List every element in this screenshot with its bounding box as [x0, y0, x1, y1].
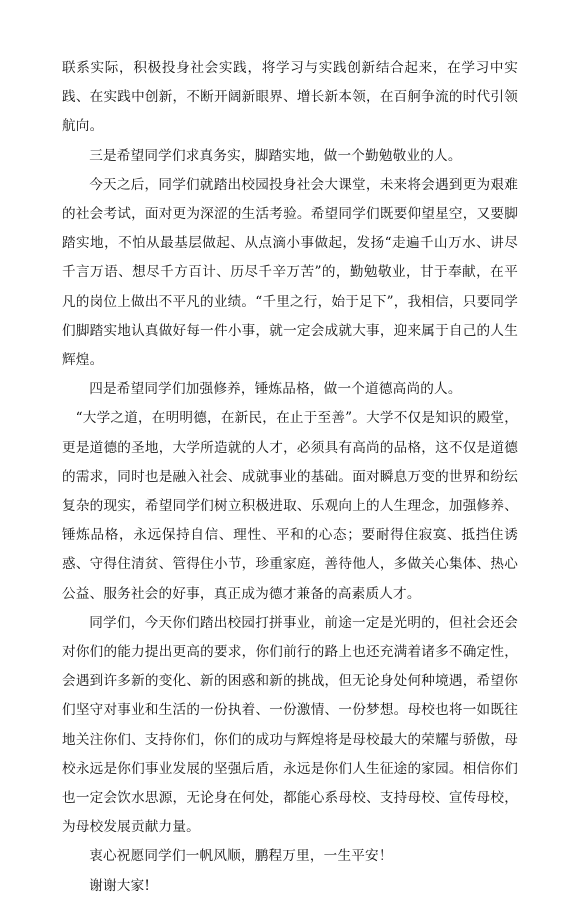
paragraph-thanks: 谢谢大家!: [89, 877, 151, 894]
paragraph-closing-message: 同学们，今天你们踏出校园打拼事业，前途一定是光明的，但社会还会对你们的能力提出更高的要求，你们前行的路上也还充满着诸多不确定性，会遇到许多新的变化、新的困惑和新的挑战，但无论身处何种境遇，希望你们坚守对事业和生活的一份执着、一份激情、一份梦想。母校也将一如既往地关注你们、支持你们，你们的成功与辉煌将是母校最大的荣耀与骄傲，母校永远是你们事业发展的坚强后盾，永远是你们人生征途的家园。相信你们也一定会饮水思源，无论身在何处，都能心系母校、支持母校、宣传母校，为母校发展贡献力量。: [62, 614, 518, 836]
document-body: [62, 54, 518, 901]
paragraph-point-four-heading: 四是希望同学们加强修养，锤炼品格，做一个道德高尚的人。: [89, 381, 462, 398]
paragraph-continuation: 联系实际，积极投身社会实践，将学习与实践创新结合起来，在学习中实践、在实践中创新，不断开阔新眼界、增长新本领，在百舸争流的时代引领航向。: [62, 60, 518, 135]
paragraph-wishes: 衷心祝愿同学们一帆风顺，鹏程万里，一生平安！: [89, 848, 393, 865]
paragraph-point-four-body: “大学之道，在明明德，在新民，在止于至善”。大学不仅是知识的殿堂，更是道德的圣地，大学所造就的人才，必须具有高尚的品格，这不仅是道德的需求，同时也是融入社会、成就事业的基础。面对瞬息万变的世界和纷纭复杂的现实，希望同学们树立积极进取、乐观向上的人生理念，加强修养、锤炼品格，永远保持自信、理性、平和的心态；要耐得住寂寞、抵挡住诱惑、守得住清贫、管得住小节，珍重家庭，善待他人，多做关心集体、热心公益、服务社会的好事，真正成为德才兼备的高素质人才。: [62, 410, 518, 602]
paragraph-point-three-heading: 三是希望同学们求真务实，脚踏实地，做一个勤勉敬业的人。: [89, 147, 462, 164]
paragraph-point-three-body: 今天之后，同学们就踏出校园投身社会大课堂，未来将会遇到更为艰难的社会考试，面对更为深涩的生活考验。希望同学们既要仰望星空，又要脚踏实地，不怕从最基层做起、从点滴小事做起，发扬“走遍千山万水、讲尽千言万语、想尽千方百计、历尽千辛万苦”的，勤勉敬业，甘于奉献，在平凡的岗位上做出不平凡的业绩。“千里之行，始于足下”，我相信，只要同学们脚踏实地认真做好每一件小事，就一定会成就大事，迎来属于自己的人生辉煌。: [62, 176, 518, 369]
